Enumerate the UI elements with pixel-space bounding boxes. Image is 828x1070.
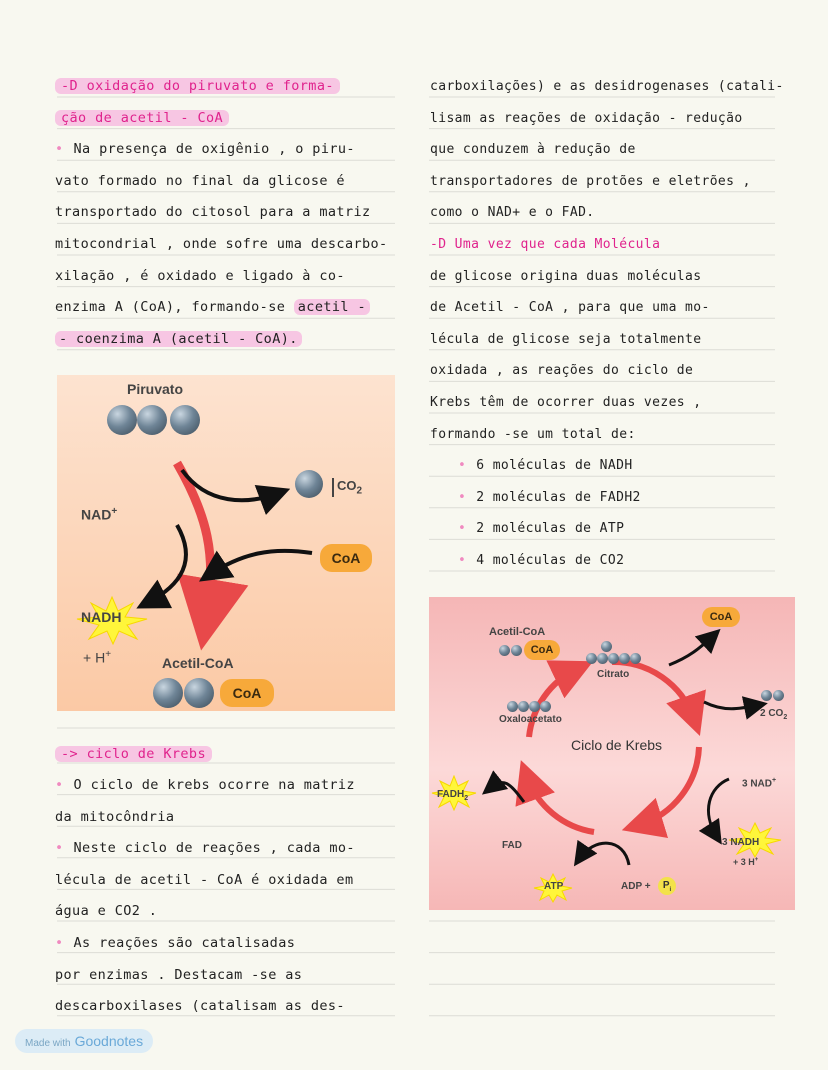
- label-citrato: Citrato: [597, 669, 630, 680]
- para1-line-highlight: - coenzima A (acetil - CoA).: [55, 331, 302, 347]
- citrate-ball: [597, 653, 608, 664]
- label-nad: NAD+: [81, 506, 118, 523]
- pi-badge: $P_i$: [658, 877, 676, 895]
- label-acetil-coa: Acetil-CoA: [162, 655, 234, 671]
- para1-line: xilação , é oxidado e ligado à co-: [55, 267, 345, 284]
- para1-line: mitocondrial , onde sofre uma descarbo-: [55, 235, 388, 252]
- para1-line: vato formado no final da glicose é: [55, 172, 345, 189]
- right-line: formando -se um total de:: [430, 426, 636, 442]
- label-fad: FAD: [502, 840, 522, 851]
- krebs-line: O ciclo de krebs ocorre na matriz: [73, 777, 355, 793]
- oxaloacetate-ball: [540, 701, 551, 712]
- made-with-goodnotes-badge: [15, 1029, 153, 1053]
- right-column: [430, 71, 784, 577]
- citrate-ball: [608, 653, 619, 664]
- acetyl-ball: [184, 678, 214, 708]
- label-3h: + 3 H+: [733, 857, 759, 867]
- bullet-dot: •: [55, 141, 64, 158]
- right-line: de glicose origina duas moléculas: [430, 268, 702, 284]
- label-krebs-title: Ciclo de Krebs: [571, 737, 663, 753]
- oxaloacetate-ball: [518, 701, 529, 712]
- highlight-acetil: acetil -: [294, 299, 370, 315]
- section-title-oxidation-cont: ção de acetil - CoA: [55, 110, 229, 126]
- coa-pill-released: CoA: [702, 607, 740, 627]
- para1-line: transportado do citosol para a matriz: [55, 204, 371, 221]
- coa-pill-small: CoA: [524, 640, 560, 660]
- krebs-line: por enzimas . Destacam -se as: [55, 966, 303, 983]
- right-line-arrow: -D Uma vez que cada Molécula: [430, 236, 661, 252]
- krebs-line: As reações são catalisadas: [73, 934, 296, 951]
- label-atp: ATP: [544, 881, 564, 892]
- label-piruvato: Piruvato: [127, 381, 184, 397]
- section-title-krebs: -> ciclo de Krebs: [55, 746, 212, 762]
- right-line: como o NAD+ e o FAD.: [430, 205, 595, 221]
- right-line: lisam as reações de oxidação - redução: [430, 110, 743, 126]
- bullet-dot: •: [458, 489, 467, 505]
- bullet-dot: •: [55, 934, 64, 951]
- carbon-ball: [137, 405, 167, 435]
- label-nadh: NADH: [81, 609, 122, 625]
- right-line: que conduzem à redução de: [430, 142, 636, 158]
- label-acetil-coa-2: Acetil-CoA: [489, 626, 546, 638]
- right-line: Krebs têm de ocorrer duas vezes ,: [430, 394, 702, 410]
- badge-brand: Goodnotes: [74, 1033, 144, 1049]
- label-h-plus: + H+: [83, 649, 112, 666]
- label-fadh2: $FADH_2$: [437, 789, 469, 802]
- label-co2: $CO_2$: [332, 478, 362, 497]
- co2-ball: [295, 470, 323, 498]
- krebs-line: água e CO2 .: [55, 903, 158, 920]
- acetyl-ball: [499, 645, 510, 656]
- co2-ball: [761, 690, 772, 701]
- right-line: transportadores de protões e eletrões ,: [430, 173, 751, 189]
- citrate-ball: [586, 653, 597, 664]
- para1-line: enzima A (CoA), formando-se: [55, 299, 286, 316]
- right-line: de Acetil - CoA , para que uma mo-: [430, 300, 710, 316]
- total-item: 2 moléculas de ATP: [476, 521, 625, 537]
- label-adp: ADP +: [621, 881, 651, 892]
- total-item: 6 moléculas de NADH: [476, 458, 633, 474]
- citrate-ball: [601, 641, 612, 652]
- carbon-ball: [107, 405, 137, 435]
- badge-text: Made with: [25, 1038, 71, 1049]
- acetyl-coa-pill: CoA: [220, 679, 274, 707]
- total-item: 2 moléculas de FADH2: [476, 489, 641, 505]
- krebs-line: Neste ciclo de reações , cada mo-: [73, 840, 355, 857]
- krebs-line: lécula de acetil - CoA é oxidada em: [55, 871, 354, 888]
- nad-reduction-arrow: [147, 525, 186, 603]
- coa-in-arrow: [209, 551, 312, 575]
- acetyl-ball: [511, 645, 522, 656]
- pyruvate-oxidation-figure: [57, 375, 395, 711]
- citrate-ball: [619, 653, 630, 664]
- total-item: 4 moléculas de CO2: [476, 552, 625, 568]
- carbon-ball: [170, 405, 200, 435]
- label-3nad: 3 NAD+: [742, 777, 777, 790]
- acetyl-ball: [153, 678, 183, 708]
- coa-pill: CoA: [320, 544, 372, 572]
- para1-line: Na presença de oxigênio , o piru-: [73, 141, 355, 158]
- bullet-dot: •: [458, 458, 467, 474]
- krebs-line: da mitocôndria: [55, 808, 175, 825]
- oxaloacetate-ball: [507, 701, 518, 712]
- right-line: carboxilações) e as desidrogenases (catali-: [430, 79, 784, 94]
- bullet-dot: •: [458, 521, 467, 537]
- right-line: lécula de glicose seja totalmente: [430, 331, 702, 347]
- label-3nadh: 3 NADH: [722, 837, 760, 848]
- oxaloacetate-ball: [529, 701, 540, 712]
- left-column-krebs: [55, 739, 400, 1023]
- right-line: oxidada , as reações do ciclo de: [430, 363, 694, 379]
- bullet-dot: •: [458, 552, 467, 568]
- label-2co2: 2 $CO_2$: [760, 708, 788, 721]
- bullet-dot: •: [55, 777, 64, 793]
- citrate-ball: [630, 653, 641, 664]
- left-column-top: [55, 71, 400, 355]
- section-title-oxidation: -D oxidação do piruvato e forma-: [55, 78, 340, 94]
- bullet-dot: •: [55, 840, 64, 857]
- co2-ball: [773, 690, 784, 701]
- krebs-cycle-figure: [429, 597, 795, 910]
- label-oxaloacetato: Oxaloacetato: [499, 714, 562, 725]
- krebs-line: descarboxilases (catalisam as des-: [55, 998, 345, 1015]
